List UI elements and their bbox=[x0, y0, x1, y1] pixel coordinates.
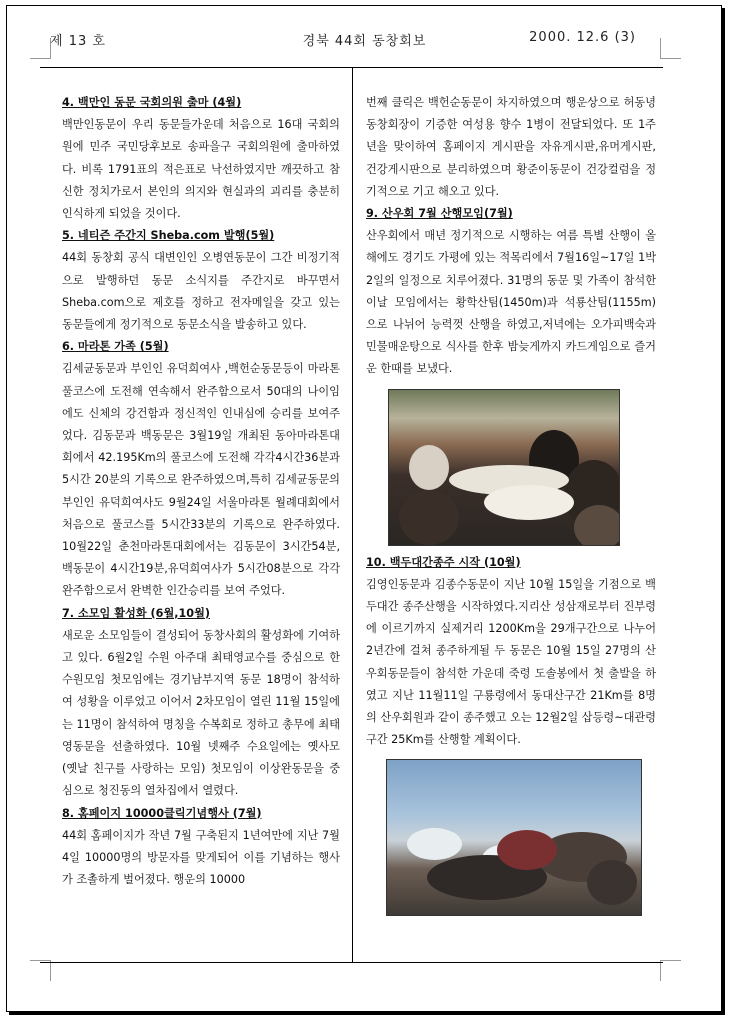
article-heading: 5. 네티즌 주간지 Sheba.com 발행(5월) bbox=[62, 229, 275, 243]
footer-rule bbox=[40, 962, 663, 963]
issue-number: 제 13 호 bbox=[50, 34, 106, 49]
photo-shape bbox=[399, 490, 459, 545]
crop-mark-bottom-right bbox=[660, 960, 681, 981]
photo-shape bbox=[484, 485, 574, 520]
hiking-dinner-photo bbox=[388, 389, 620, 546]
article-heading: 9. 산우회 7월 산행모임(7월) bbox=[366, 207, 513, 221]
article-paragraph: 44회 동창회 공식 대변인인 오병연동문이 그간 비정기적으로 발행하던 동문 소식지를 주간지로 바꾸면서 Sheba.com으로 제호를 정하고 전자메일을 갖고 있는 동문들에게 정기적으로 동문소식을 발송하고 있다. bbox=[62, 251, 340, 332]
right-column bbox=[366, 92, 656, 922]
article-paragraph: 44회 홈페이지가 작년 7월 구축된지 1년여만에 지난 7월4일 10000명의 방문자를 맞게되어 이를 기념하는 행사가 조촐하게 벌어졌다. 행운의 10000 bbox=[62, 828, 340, 887]
issue-date: 2000. 12.6 (3) bbox=[529, 30, 636, 45]
article-paragraph: 번째 클릭은 백헌순동문이 차지하였으며 행운상으로 허동녕동창회장이 기증한 여성용 향수 1병이 전달되었다. 또 1주년을 맞이하여 홈페이지 게시판을 자유게시판,유머게시판,건강게시판으로 분리하였으며 황준이동문이 건강컬럼을 정기적으로 기고 해오고 있다. bbox=[366, 96, 656, 198]
photo-shape bbox=[409, 445, 449, 490]
article-paragraph: 김세균동문과 부인인 유덕희여사 ,백헌순동문등이 마라톤 풀코스에 도전해 연속해서 완주함으로서 50대의 나이임에도 신체의 강건함과 정신적인 인내심에 승리를 보여주었다. 김동문과 백동문은 3월19일 개최된 동아마라톤대회에서 42.195Km의 풀코스에 도전해 각각4시간36분과 5시간 20분의 기록으로 완주하였으며,특히 김세균동문의 부인인 유덕희여사도 9월24일 서울마라톤 월례대회에서 처음으로 풀코스를 5시간33분의 기록으로 완주하였다. 10월22일 춘천마라톤대회에서는 김동문이 3시간54분,백동문이 4시간19분,유덕희여사가 5시간08분으로 각각 완주함으로서 완벽한 인간승리를 보여 주었다. bbox=[62, 362, 340, 598]
article-paragraph: 새로운 소모임들이 결성되어 동창사회의 활성화에 기여하고 있다. 6월2일 수원 아주대 최태영교수를 중심으로 한 수원모임 첫모임에는 경기남부지역 동문 18명이 참석하여 성황을 이루었고 이어서 2차모임이 열린 11월 15일에는 11명이 참석하여 명칭을 수복회로 정하고 총무에 최태영동문을 선출하였다. 10월 넷째주 수요일에는 옛사모 (옛날 친구를 사랑하는 모임) 첫모임이 이상완동문을 중심으로 청진동의 열차집에서 열렸다. bbox=[62, 628, 340, 798]
column-divider bbox=[352, 67, 353, 962]
article-paragraph: 백만인동문이 우리 동문들가운데 처음으로 16대 국회의원에 민주 국민당후보로 송파을구 국회의원에 출마하였다. 비록 1791표의 적은표로 낙선하였지만 깨끗하고 참신한 정치가로서 본인의 의지와 현실과의 괴리를 충분히 인식하게 되었을 것이다. bbox=[62, 118, 340, 221]
article-paragraph: 산우회에서 매년 정기적으로 시행하는 여름 특별 산행이 올해에도 경기도 가평에 있는 적목리에서 7월16일~17일 1박2일의 일정으로 치루어졌다. 31명의 동문 및 가족이 참석한 이날 모임에서는 황학산팀(1450m)과 석룡산팀(1155m)으로 나뉘어 능력껏 산행을 하였고,저녁에는 오가피백숙과 민물매운탕으로 식사를 한후 밤늦게까지 카드게임으로 즐거운 한때를 보냈다. bbox=[366, 229, 656, 376]
article-heading: 6. 마라톤 가족 (5월) bbox=[62, 340, 169, 354]
article-heading: 7. 소모임 활성화 (6월,10월) bbox=[62, 606, 211, 620]
newsletter-title: 경북 44회 동창회보 bbox=[302, 34, 427, 49]
article-heading: 4. 백만인 동문 국회의원 출마 (4월) bbox=[62, 96, 242, 109]
article-heading: 8. 홈페이지 10000클릭기념행사 (7월) bbox=[62, 806, 262, 820]
article-paragraph: 김영인동문과 김종수동문이 지난 10월 15일을 기점으로 백두대간 종주산행을 시작하였다.지리산 성삼재로부터 진부령에 이르기까지 실제거리 1200Km을 29개구간으로 나누어 2년간에 걸쳐 종주하게될 두 동문은 10월 15일 27명의 산우회동문들이 참석한 가운데 죽령 도솔봉에서 첫 출발을 하였고 지난 11월11일 구룡령에서 동대산구간 21Km를 8명의 산우회원과 같이 종주했고 오는 12월2일 삽등령~대관령구간 25Km를 산행할 계획이다. bbox=[366, 577, 656, 747]
photo-shape bbox=[574, 505, 620, 546]
photo-shape bbox=[407, 828, 462, 860]
photo-shape bbox=[587, 860, 637, 905]
left-column bbox=[62, 92, 340, 891]
article-heading: 10. 백두대간종주 시작 (10월) bbox=[366, 555, 521, 569]
mountain-group-photo bbox=[386, 759, 642, 916]
crop-mark-bottom-left bbox=[30, 960, 51, 981]
